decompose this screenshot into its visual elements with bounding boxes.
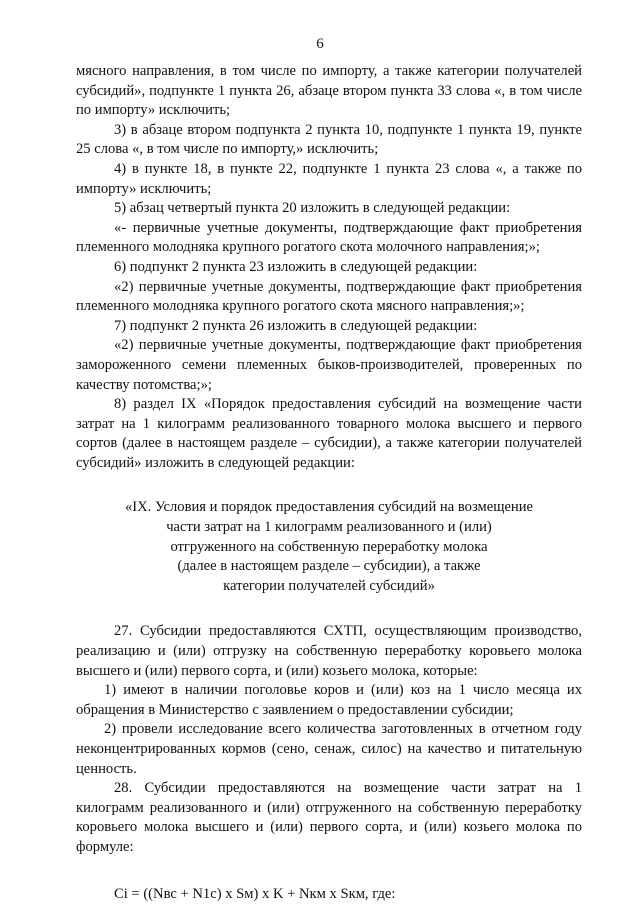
section-title-line: «IX. Условия и порядок предоставления субсидий на возмещение: [124, 499, 534, 516]
section-title-line: (далее в настоящем разделе – субсидии), а также: [177, 558, 481, 575]
paragraph-item-3: 3) в абзаце втором подпункта 2 пункта 10, подпункте 1 пункта 19, пункте 25 слова «, в том числе по импорту,» исключить;: [76, 121, 582, 158]
paragraph-item-8: 8) раздел IX «Порядок предоставления субсидий на возмещение части затрат на 1 килограмм реализованного товарного молока высшего и первого сортов (далее в настоящем разделе – субсидии), а также категории получателей субсидий» изложить в следующей редакции:: [76, 396, 582, 471]
paragraph-item-5: 5) абзац четвертый пункта 20 изложить в следующей редакции:: [114, 200, 511, 217]
section-title-line: категории получателей субсидий»: [223, 577, 435, 594]
page-number: 6: [316, 36, 324, 52]
subsidy-formula: Ci = ((Nвс + N1c) x Sм) x K + Nкм x Sкм, где:: [114, 885, 396, 902]
paragraph-item-6: 6) подпункт 2 пункта 23 изложить в следующей редакции:: [114, 258, 478, 275]
paragraph-item-5-quote: «- первичные учетные документы, подтверждающие факт приобретения племенного молодняка крупного рогатого скота молочного направления;»;: [76, 219, 582, 256]
section-title-line: части затрат на 1 килограмм реализованного и (или): [166, 519, 492, 536]
paragraph-item-7-quote: «2) первичные учетные документы, подтверждающие факт приобретения замороженного семени племенных быков-производителей, проверенных по качеству потомства;»;: [76, 337, 582, 393]
paragraph-item-4: 4) в пункте 18, в пункте 22, подпункте 1 пункта 23 слова «, а также по импорту» исключить;: [76, 160, 582, 197]
paragraph-item-6-quote: «2) первичные учетные документы, подтверждающие факт приобретения племенного молодняка крупного рогатого скота мясного направления;»;: [76, 278, 582, 315]
paragraph-item-7: 7) подпункт 2 пункта 26 изложить в следующей редакции:: [114, 317, 478, 334]
paragraph-point-27-sub-1: 1) имеют в наличии поголовье коров и (или) коз на 1 число месяца их обращения в Министерство с заявлением о предоставлении субсидии;: [76, 682, 582, 718]
paragraphs-top: [76, 62, 582, 473]
paragraph-continuation: мясного направления, в том числе по импорту, а также категории получателей субсидий», подпункте 1 пункта 26, абзаце втором пункта 33 слова «, в том числе по импорту» исключить;: [76, 63, 582, 119]
paragraph-point-27-sub-2: 2) провели исследование всего количества заготовленных в отчетном году неконцентрированных кормов (сено, сенаж, силос) на качество и питательную ценность.: [76, 721, 582, 777]
paragraph-point-27: 27. Субсидии предоставляются СХТП, осуществляющим производство, реализацию и (или) отгрузку на собственную переработку коровьего молока высшего и (или) первого сорта, и (или) козьего молока, которые:: [76, 623, 582, 679]
paragraphs-bottom: [76, 622, 582, 857]
document-body: [76, 62, 582, 904]
section-title-line: отгруженного на собственную переработку молока: [170, 538, 488, 555]
paragraph-point-28: 28. Субсидии предоставляются на возмещение части затрат на 1 килограмм реализованного и (или) отгруженного на собственную переработку коровьего молока высшего и (или) первого сорта, и (или) козьего молока по формуле:: [76, 780, 582, 855]
section-title: [76, 498, 582, 596]
